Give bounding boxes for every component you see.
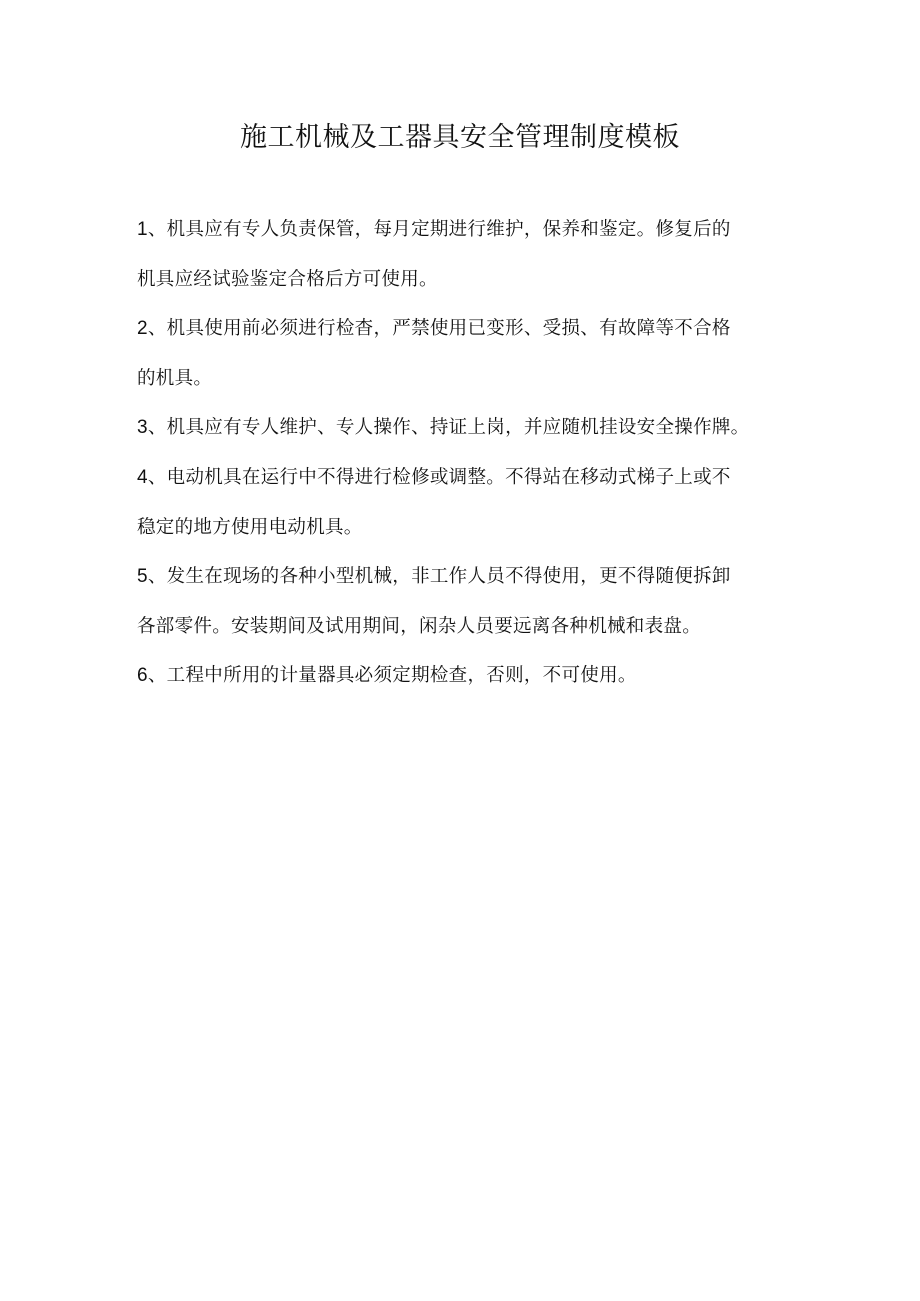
rule-text: 稳定的地方使用电动机具。	[137, 517, 363, 538]
rule-line	[137, 607, 787, 656]
rule-number: 4	[137, 467, 148, 488]
rule-number: 6	[137, 665, 148, 686]
rule-line	[137, 656, 787, 706]
rule-line	[137, 458, 787, 508]
rule-text: 、电动机具在运行中不得进行检修或调整。不得站在移动式梯子上或不	[147, 467, 731, 488]
rule-text: 、机具应有专人维护、专人操作、持证上岗，并应随机挂设安全操作牌。	[147, 417, 750, 438]
rule-number: 3	[137, 417, 148, 438]
rule-line	[137, 210, 787, 260]
rule-line	[137, 309, 787, 359]
rule-line	[137, 359, 787, 408]
rule-number: 2	[137, 318, 148, 339]
rule-item-2	[137, 309, 787, 408]
rule-item-5	[137, 557, 787, 656]
rule-number: 5	[137, 566, 148, 587]
rule-item-3	[137, 408, 787, 458]
rule-text: 、工程中所用的计量器具必须定期检查，否则，不可使用。	[147, 665, 637, 686]
rule-item-6	[137, 656, 787, 706]
rule-text: 机具应经试验鉴定合格后方可使用。	[137, 269, 438, 290]
rule-text: 、机具使用前必须进行检杳，严禁使用已变形、受损、有故障等不合格	[147, 318, 731, 339]
rule-line	[137, 408, 787, 458]
rule-line	[137, 557, 787, 607]
rule-item-1	[137, 210, 787, 309]
document-title: 施工机械及工器具安全管理制度模板	[240, 122, 680, 153]
rule-line	[137, 508, 787, 557]
rule-item-4	[137, 458, 787, 557]
rule-text: 各部零件。安装期间及试用期间，闲杂人员要远离各种机械和表盘。	[137, 616, 702, 637]
rule-text: 、机具应有专人负责保管，每月定期进行维护，保养和鉴定。修复后的	[147, 219, 731, 240]
rule-number: 1	[137, 219, 148, 240]
rule-text: 的机具。	[137, 368, 213, 389]
rule-text: 、发生在现场的各种小型机械，非工作人员不得使用，更不得随便拆卸	[147, 566, 731, 587]
rule-line	[137, 260, 787, 309]
document-body	[137, 210, 787, 706]
